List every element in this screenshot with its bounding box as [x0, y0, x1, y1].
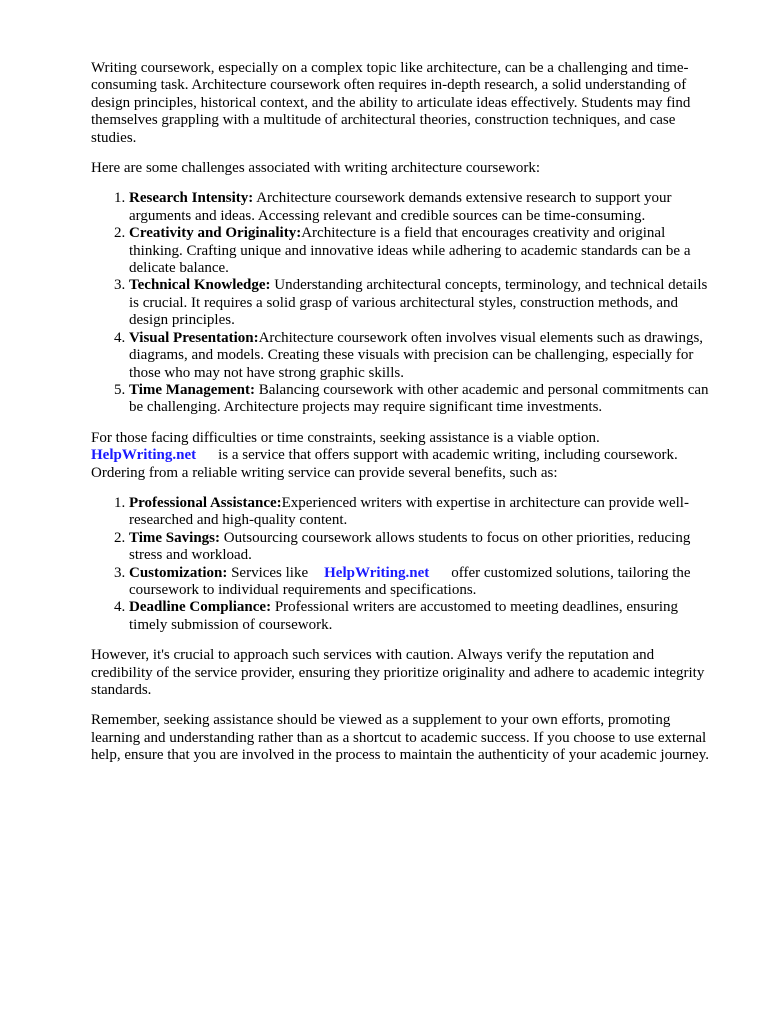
assistance-rest: is a service that offers support with academic writing, including coursework. Ordering from a reliable writing service can provide several benefits, such as:: [91, 447, 678, 481]
challenge-item: [129, 225, 716, 277]
benefits-list: [91, 495, 716, 634]
challenge-term: Creativity and Originality:: [129, 225, 302, 242]
helpwriting-link[interactable]: HelpWriting.net: [91, 447, 197, 464]
benefit-item: [129, 599, 716, 634]
assistance-lead: For those facing difficulties or time constraints, seeking assistance is a viable option.: [91, 429, 600, 446]
challenge-term: Technical Knowledge:: [129, 277, 271, 294]
challenge-item: [129, 330, 716, 382]
benefit-term: Deadline Compliance:: [129, 599, 272, 616]
benefit-item: [129, 530, 716, 565]
intro-paragraph: Writing coursework, especially on a complex topic like architecture, can be a challenging and time-consuming task. Architecture coursework often requires in-depth research, a solid understanding of design principles, historical context, and the ability to articulate ideas effectively. Students may find themselves grappling with a multitude of architectural theories, construction techniques, and case studies.: [91, 60, 691, 146]
document-page: [91, 60, 716, 778]
benefit-item: [129, 565, 716, 600]
caution-paragraph: However, it's crucial to approach such services with caution. Always verify the reputation and credibility of the service provider, ensuring they prioritize originality and adhere to academic integrity standards.: [91, 647, 705, 698]
benefit-text: Professional writers are accustomed to meeting deadlines, ensuring timely submission of coursework.: [129, 599, 679, 633]
challenge-item: [129, 277, 716, 329]
benefit-text: Services like: [227, 564, 309, 581]
benefit-term: Time Savings:: [129, 529, 220, 546]
helpwriting-link[interactable]: HelpWriting.net: [324, 564, 430, 581]
challenge-text: Architecture coursework often involves visual elements such as drawings, diagrams, and models. Creating these visuals with precision can be challenging, especially for those who may not have strong graphic skills.: [129, 329, 704, 381]
closing-paragraph: Remember, seeking assistance should be viewed as a supplement to your own efforts, promoting learning and understanding rather than as a shortcut to academic success. If you choose to use external help, ensure that you are involved in the process to maintain the authenticity of your academic journey.: [91, 712, 709, 764]
challenge-text: Balancing coursework with other academic and personal commitments can be challenging. Architecture projects may require significant time investments.: [129, 381, 709, 416]
challenge-item: [129, 190, 716, 225]
benefit-item: [129, 495, 716, 530]
challenge-text: Architecture coursework demands extensive research to support your arguments and ideas. Accessing relevant and credible sources can be time-consuming.: [129, 190, 672, 224]
assistance-paragraph: [91, 430, 716, 482]
benefit-text: Outsourcing coursework allows students to focus on other priorities, reducing stress and workload.: [129, 529, 691, 564]
challenge-term: Visual Presentation:: [129, 329, 259, 346]
challenge-term: Time Management:: [129, 381, 255, 398]
challenge-text: Architecture is a field that encourages creativity and original thinking. Crafting unique and innovative ideas while adhering to academic standards can be a delicate balance.: [129, 225, 691, 277]
benefit-text: Experienced writers with expertise in architecture can provide well-researched and high-quality content.: [129, 494, 689, 529]
benefit-text: offer customized solutions, tailoring the coursework to individual requirements and specifications.: [129, 564, 691, 598]
benefit-term: Customization:: [129, 564, 228, 581]
challenges-list: [91, 190, 716, 416]
benefit-term: Professional Assistance:: [129, 494, 282, 511]
challenge-item: [129, 382, 716, 417]
challenge-text: Understanding architectural concepts, terminology, and technical details is crucial. It requires a solid grasp of various architectural styles, construction methods, and design principles.: [129, 277, 708, 329]
challenge-term: Research Intensity:: [129, 190, 254, 207]
challenges-intro: Here are some challenges associated with writing architecture coursework:: [91, 160, 540, 177]
